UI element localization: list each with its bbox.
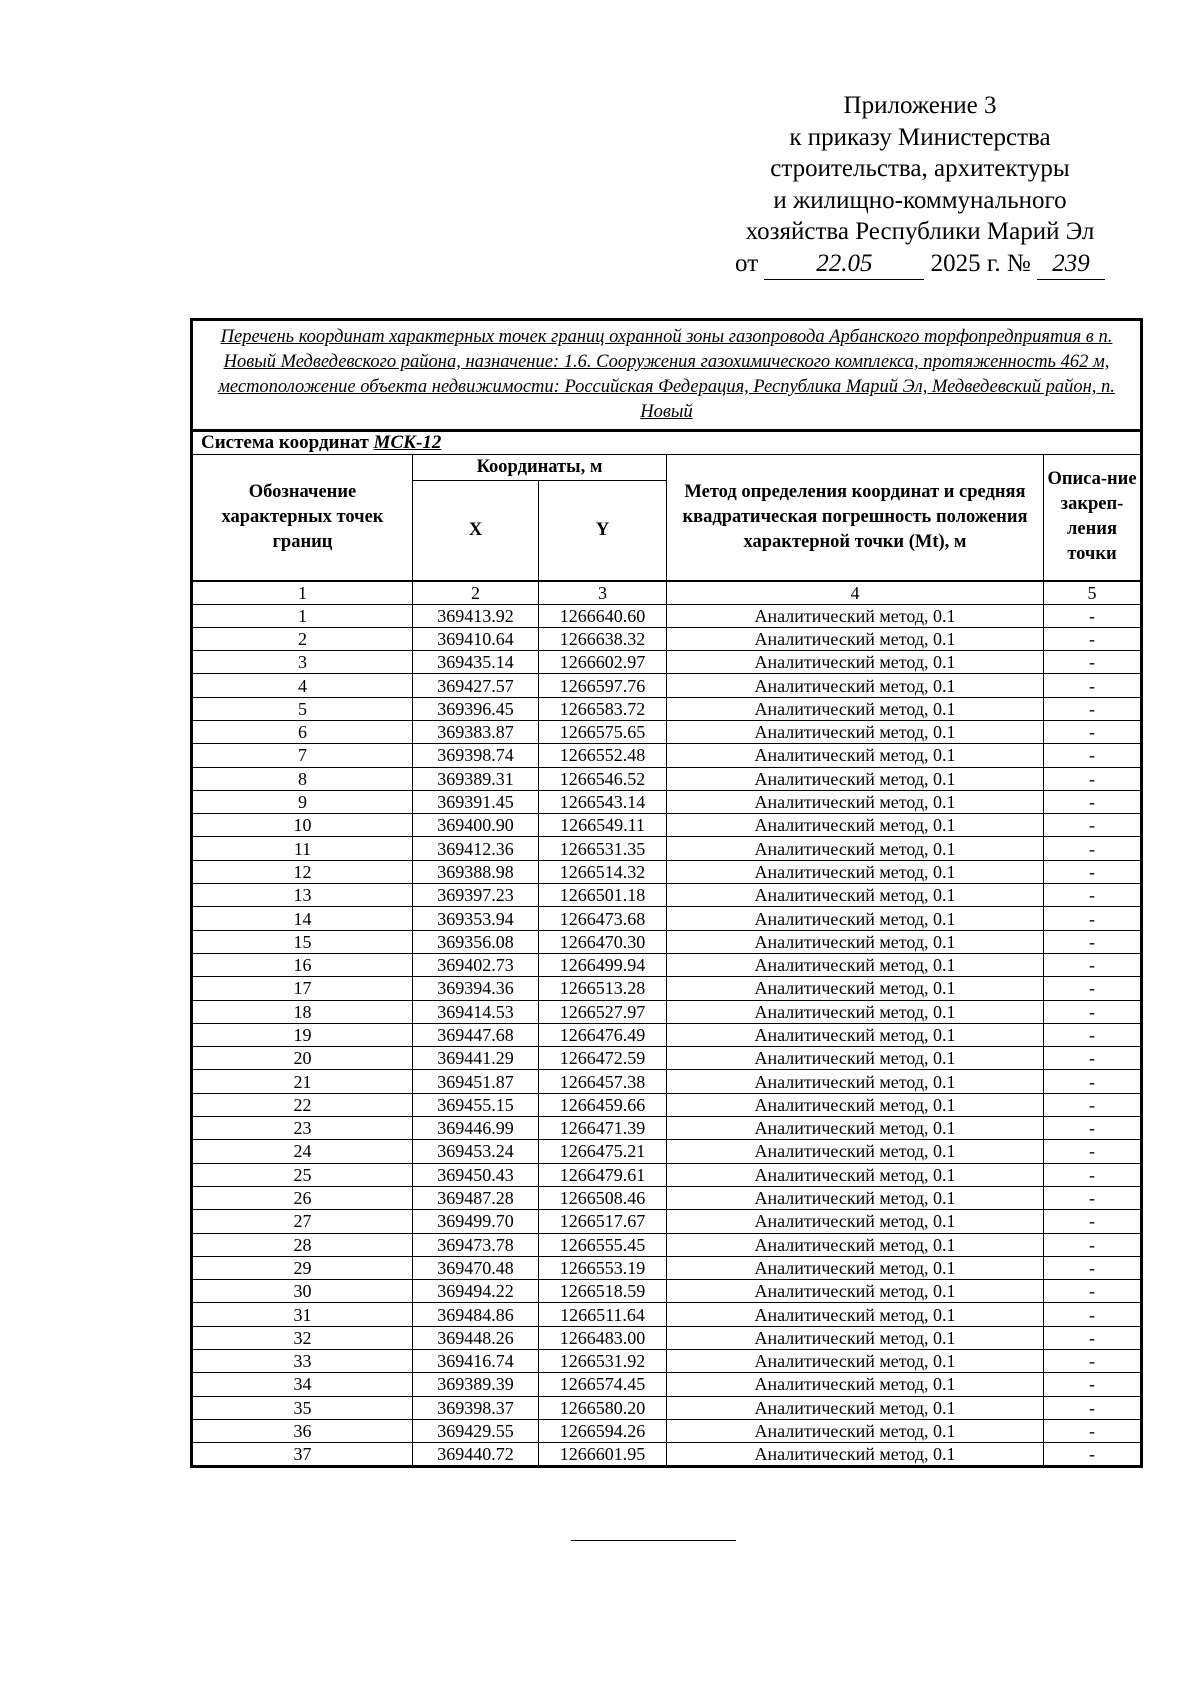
point-id: 30 [192, 1280, 413, 1303]
y-value: 1266583.72 [539, 697, 667, 720]
y-value: 1266543.14 [539, 790, 667, 813]
y-value: 1266574.45 [539, 1373, 667, 1396]
table-row [192, 930, 1142, 953]
desc-value: - [1044, 1117, 1142, 1140]
y-value: 1266471.39 [539, 1117, 667, 1140]
desc-value: - [1044, 1350, 1142, 1373]
table-row [192, 627, 1142, 650]
x-value: 369413.92 [413, 604, 539, 627]
method-value: Аналитический метод, 0.1 [667, 1070, 1044, 1093]
table-row [192, 720, 1142, 743]
desc-value: - [1044, 651, 1142, 674]
method-value: Аналитический метод, 0.1 [667, 1140, 1044, 1163]
method-value: Аналитический метод, 0.1 [667, 1350, 1044, 1373]
method-value: Аналитический метод, 0.1 [667, 953, 1044, 976]
x-value: 369441.29 [413, 1047, 539, 1070]
x-value: 369388.98 [413, 860, 539, 883]
table-row [192, 1163, 1142, 1186]
point-id: 22 [192, 1093, 413, 1116]
y-value: 1266594.26 [539, 1419, 667, 1442]
appendix-header [680, 90, 1160, 280]
appendix-line: и жилищно-коммунального [773, 186, 1067, 214]
desc-value: - [1044, 1396, 1142, 1419]
desc-value: - [1044, 1280, 1142, 1303]
point-id: 2 [192, 627, 413, 650]
table-row [192, 1443, 1142, 1467]
y-value: 1266475.21 [539, 1140, 667, 1163]
point-id: 25 [192, 1163, 413, 1186]
desc-value: - [1044, 604, 1142, 627]
x-value: 369389.39 [413, 1373, 539, 1396]
point-id: 12 [192, 860, 413, 883]
closing-rule [571, 1540, 736, 1541]
method-value: Аналитический метод, 0.1 [667, 674, 1044, 697]
method-value: Аналитический метод, 0.1 [667, 720, 1044, 743]
table-row [192, 790, 1142, 813]
y-value: 1266511.64 [539, 1303, 667, 1326]
y-value: 1266575.65 [539, 720, 667, 743]
table-row [192, 1419, 1142, 1442]
appendix-line: хозяйства Республики Марий Эл [745, 218, 1095, 245]
desc-value: - [1044, 1303, 1142, 1326]
from-label: от [735, 249, 759, 277]
table-row [192, 1093, 1142, 1116]
table-row [192, 1303, 1142, 1326]
table-row [192, 1023, 1142, 1046]
desc-value: - [1044, 1233, 1142, 1256]
desc-value: - [1044, 744, 1142, 767]
y-value: 1266602.97 [539, 651, 667, 674]
order-date-line [680, 248, 1160, 281]
header-coords: Координаты, м [413, 455, 667, 481]
x-value: 369450.43 [413, 1163, 539, 1186]
y-value: 1266531.35 [539, 837, 667, 860]
x-value: 369414.53 [413, 1000, 539, 1023]
table-row [192, 1256, 1142, 1279]
point-id: 18 [192, 1000, 413, 1023]
point-id: 31 [192, 1303, 413, 1326]
x-value: 369396.45 [413, 697, 539, 720]
y-value: 1266552.48 [539, 744, 667, 767]
desc-value: - [1044, 837, 1142, 860]
method-value: Аналитический метод, 0.1 [667, 744, 1044, 767]
table-row [192, 1210, 1142, 1233]
method-value: Аналитический метод, 0.1 [667, 1303, 1044, 1326]
y-value: 1266514.32 [539, 860, 667, 883]
x-value: 369494.22 [413, 1280, 539, 1303]
x-value: 369398.74 [413, 744, 539, 767]
table-row [192, 651, 1142, 674]
x-value: 369391.45 [413, 790, 539, 813]
table-row [192, 1117, 1142, 1140]
point-id: 1 [192, 604, 413, 627]
desc-value: - [1044, 627, 1142, 650]
method-value: Аналитический метод, 0.1 [667, 907, 1044, 930]
col-number: 3 [539, 581, 667, 605]
y-value: 1266517.67 [539, 1210, 667, 1233]
x-value: 369412.36 [413, 837, 539, 860]
y-value: 1266508.46 [539, 1186, 667, 1209]
point-id: 17 [192, 977, 413, 1000]
x-value: 369446.99 [413, 1117, 539, 1140]
method-value: Аналитический метод, 0.1 [667, 604, 1044, 627]
coordinate-system [192, 431, 1142, 455]
desc-value: - [1044, 977, 1142, 1000]
method-value: Аналитический метод, 0.1 [667, 1186, 1044, 1209]
table-row [192, 1186, 1142, 1209]
y-value: 1266459.66 [539, 1093, 667, 1116]
x-value: 369402.73 [413, 953, 539, 976]
point-id: 13 [192, 884, 413, 907]
desc-value: - [1044, 1163, 1142, 1186]
appendix-line: Приложение 3 [843, 92, 997, 119]
table-row [192, 860, 1142, 883]
method-value: Аналитический метод, 0.1 [667, 1117, 1044, 1140]
x-value: 369427.57 [413, 674, 539, 697]
y-value: 1266483.00 [539, 1326, 667, 1349]
point-id: 29 [192, 1256, 413, 1279]
method-value: Аналитический метод, 0.1 [667, 930, 1044, 953]
col-number: 4 [667, 581, 1044, 605]
x-value: 369455.15 [413, 1093, 539, 1116]
point-id: 23 [192, 1117, 413, 1140]
table-row [192, 907, 1142, 930]
desc-value: - [1044, 814, 1142, 837]
point-id: 7 [192, 744, 413, 767]
desc-value: - [1044, 1210, 1142, 1233]
y-value: 1266499.94 [539, 953, 667, 976]
method-value: Аналитический метод, 0.1 [667, 1396, 1044, 1419]
table-row [192, 1350, 1142, 1373]
desc-value: - [1044, 860, 1142, 883]
desc-value: - [1044, 1373, 1142, 1396]
x-value: 369394.36 [413, 977, 539, 1000]
x-value: 369435.14 [413, 651, 539, 674]
y-value: 1266513.28 [539, 977, 667, 1000]
desc-value: - [1044, 1000, 1142, 1023]
method-value: Аналитический метод, 0.1 [667, 1373, 1044, 1396]
method-value: Аналитический метод, 0.1 [667, 1210, 1044, 1233]
table-row [192, 1326, 1142, 1349]
table-row [192, 767, 1142, 790]
table-row [192, 953, 1142, 976]
x-value: 369398.37 [413, 1396, 539, 1419]
method-value: Аналитический метод, 0.1 [667, 884, 1044, 907]
x-value: 369400.90 [413, 814, 539, 837]
desc-value: - [1044, 1186, 1142, 1209]
y-value: 1266580.20 [539, 1396, 667, 1419]
method-value: Аналитический метод, 0.1 [667, 1419, 1044, 1442]
method-value: Аналитический метод, 0.1 [667, 1280, 1044, 1303]
table-row [192, 604, 1142, 627]
y-value: 1266501.18 [539, 884, 667, 907]
point-id: 9 [192, 790, 413, 813]
x-value: 369353.94 [413, 907, 539, 930]
method-value: Аналитический метод, 0.1 [667, 977, 1044, 1000]
desc-value: - [1044, 1047, 1142, 1070]
method-value: Аналитический метод, 0.1 [667, 1256, 1044, 1279]
desc-value: - [1044, 953, 1142, 976]
table-row [192, 1373, 1142, 1396]
table-row [192, 744, 1142, 767]
header-points: Обозначение характерных точек границ [192, 455, 413, 581]
coordinates-table [190, 318, 1143, 1468]
table-title: Перечень координат характерных точек границ охранной зоны газопровода Арбанского торфопредприятия в п. Новый Медведевского района, назначение: 1.6. Сооружения газохимического комплекса, протяженность 462 м, местоположение объекта недвижимости: Российская Федерация, Республика Марий Эл, Медведевский район, п. Новый [192, 320, 1142, 431]
x-value: 369389.31 [413, 767, 539, 790]
x-value: 369416.74 [413, 1350, 539, 1373]
desc-value: - [1044, 1443, 1142, 1467]
method-value: Аналитический метод, 0.1 [667, 1000, 1044, 1023]
point-id: 11 [192, 837, 413, 860]
desc-value: - [1044, 1326, 1142, 1349]
x-value: 369410.64 [413, 627, 539, 650]
system-value: МСК-12 [373, 432, 442, 453]
desc-value: - [1044, 1140, 1142, 1163]
x-value: 369451.87 [413, 1070, 539, 1093]
x-value: 369499.70 [413, 1210, 539, 1233]
x-value: 369473.78 [413, 1233, 539, 1256]
x-value: 369397.23 [413, 884, 539, 907]
y-value: 1266549.11 [539, 814, 667, 837]
y-value: 1266470.30 [539, 930, 667, 953]
point-id: 19 [192, 1023, 413, 1046]
x-value: 369470.48 [413, 1256, 539, 1279]
y-value: 1266476.49 [539, 1023, 667, 1046]
header-method: Метод определения координат и средняя квадратическая погрешность положения характерной точки (Mt), м [667, 455, 1044, 581]
method-value: Аналитический метод, 0.1 [667, 1163, 1044, 1186]
x-value: 369448.26 [413, 1326, 539, 1349]
point-id: 36 [192, 1419, 413, 1442]
desc-value: - [1044, 1093, 1142, 1116]
x-value: 369429.55 [413, 1419, 539, 1442]
header-x: X [413, 481, 539, 581]
method-value: Аналитический метод, 0.1 [667, 837, 1044, 860]
y-value: 1266553.19 [539, 1256, 667, 1279]
method-value: Аналитический метод, 0.1 [667, 767, 1044, 790]
point-id: 3 [192, 651, 413, 674]
point-id: 6 [192, 720, 413, 743]
table-row [192, 1047, 1142, 1070]
point-id: 33 [192, 1350, 413, 1373]
table-row [192, 1396, 1142, 1419]
handwritten-number: 239 [1037, 248, 1105, 281]
header-y: Y [539, 481, 667, 581]
table-row [192, 884, 1142, 907]
table-row [192, 1140, 1142, 1163]
table-row [192, 1070, 1142, 1093]
system-label: Система координат [201, 432, 369, 453]
desc-value: - [1044, 1419, 1142, 1442]
point-id: 37 [192, 1443, 413, 1467]
y-value: 1266601.95 [539, 1443, 667, 1467]
col-number: 5 [1044, 581, 1142, 605]
point-id: 15 [192, 930, 413, 953]
method-value: Аналитический метод, 0.1 [667, 651, 1044, 674]
x-value: 369440.72 [413, 1443, 539, 1467]
point-id: 28 [192, 1233, 413, 1256]
y-value: 1266472.59 [539, 1047, 667, 1070]
desc-value: - [1044, 697, 1142, 720]
method-value: Аналитический метод, 0.1 [667, 627, 1044, 650]
x-value: 369487.28 [413, 1186, 539, 1209]
point-id: 24 [192, 1140, 413, 1163]
method-value: Аналитический метод, 0.1 [667, 697, 1044, 720]
point-id: 16 [192, 953, 413, 976]
y-value: 1266546.52 [539, 767, 667, 790]
desc-value: - [1044, 1070, 1142, 1093]
point-id: 8 [192, 767, 413, 790]
table-row [192, 1000, 1142, 1023]
point-id: 35 [192, 1396, 413, 1419]
point-id: 26 [192, 1186, 413, 1209]
method-value: Аналитический метод, 0.1 [667, 1326, 1044, 1349]
method-value: Аналитический метод, 0.1 [667, 814, 1044, 837]
table-row [192, 674, 1142, 697]
desc-value: - [1044, 720, 1142, 743]
desc-value: - [1044, 767, 1142, 790]
method-value: Аналитический метод, 0.1 [667, 860, 1044, 883]
x-value: 369447.68 [413, 1023, 539, 1046]
table-row [192, 1233, 1142, 1256]
y-value: 1266527.97 [539, 1000, 667, 1023]
point-id: 34 [192, 1373, 413, 1396]
point-id: 10 [192, 814, 413, 837]
y-value: 1266640.60 [539, 604, 667, 627]
table-row [192, 814, 1142, 837]
method-value: Аналитический метод, 0.1 [667, 1233, 1044, 1256]
method-value: Аналитический метод, 0.1 [667, 1443, 1044, 1467]
method-value: Аналитический метод, 0.1 [667, 1093, 1044, 1116]
x-value: 369356.08 [413, 930, 539, 953]
point-id: 32 [192, 1326, 413, 1349]
appendix-line: строительства, архитектуры [770, 155, 1070, 182]
desc-value: - [1044, 1256, 1142, 1279]
y-value: 1266518.59 [539, 1280, 667, 1303]
x-value: 369484.86 [413, 1303, 539, 1326]
desc-value: - [1044, 930, 1142, 953]
method-value: Аналитический метод, 0.1 [667, 790, 1044, 813]
y-value: 1266457.38 [539, 1070, 667, 1093]
desc-value: - [1044, 790, 1142, 813]
y-value: 1266597.76 [539, 674, 667, 697]
point-id: 20 [192, 1047, 413, 1070]
point-id: 21 [192, 1070, 413, 1093]
desc-value: - [1044, 884, 1142, 907]
point-id: 4 [192, 674, 413, 697]
y-value: 1266531.92 [539, 1350, 667, 1373]
desc-value: - [1044, 907, 1142, 930]
x-value: 369383.87 [413, 720, 539, 743]
point-id: 5 [192, 697, 413, 720]
point-id: 27 [192, 1210, 413, 1233]
method-value: Аналитический метод, 0.1 [667, 1047, 1044, 1070]
appendix-line: к приказу Министерства [789, 123, 1051, 151]
table-row [192, 697, 1142, 720]
point-id: 14 [192, 907, 413, 930]
table-row [192, 977, 1142, 1000]
col-number: 1 [192, 581, 413, 605]
table-row [192, 1280, 1142, 1303]
y-value: 1266555.45 [539, 1233, 667, 1256]
year-label: 2025 г. № [930, 249, 1031, 277]
col-number: 2 [413, 581, 539, 605]
table-row [192, 837, 1142, 860]
y-value: 1266638.32 [539, 627, 667, 650]
y-value: 1266473.68 [539, 907, 667, 930]
handwritten-date: 22.05 [764, 248, 924, 281]
header-desc: Описа-ние закреп-ления точки [1044, 455, 1142, 581]
y-value: 1266479.61 [539, 1163, 667, 1186]
x-value: 369453.24 [413, 1140, 539, 1163]
desc-value: - [1044, 674, 1142, 697]
desc-value: - [1044, 1023, 1142, 1046]
method-value: Аналитический метод, 0.1 [667, 1023, 1044, 1046]
